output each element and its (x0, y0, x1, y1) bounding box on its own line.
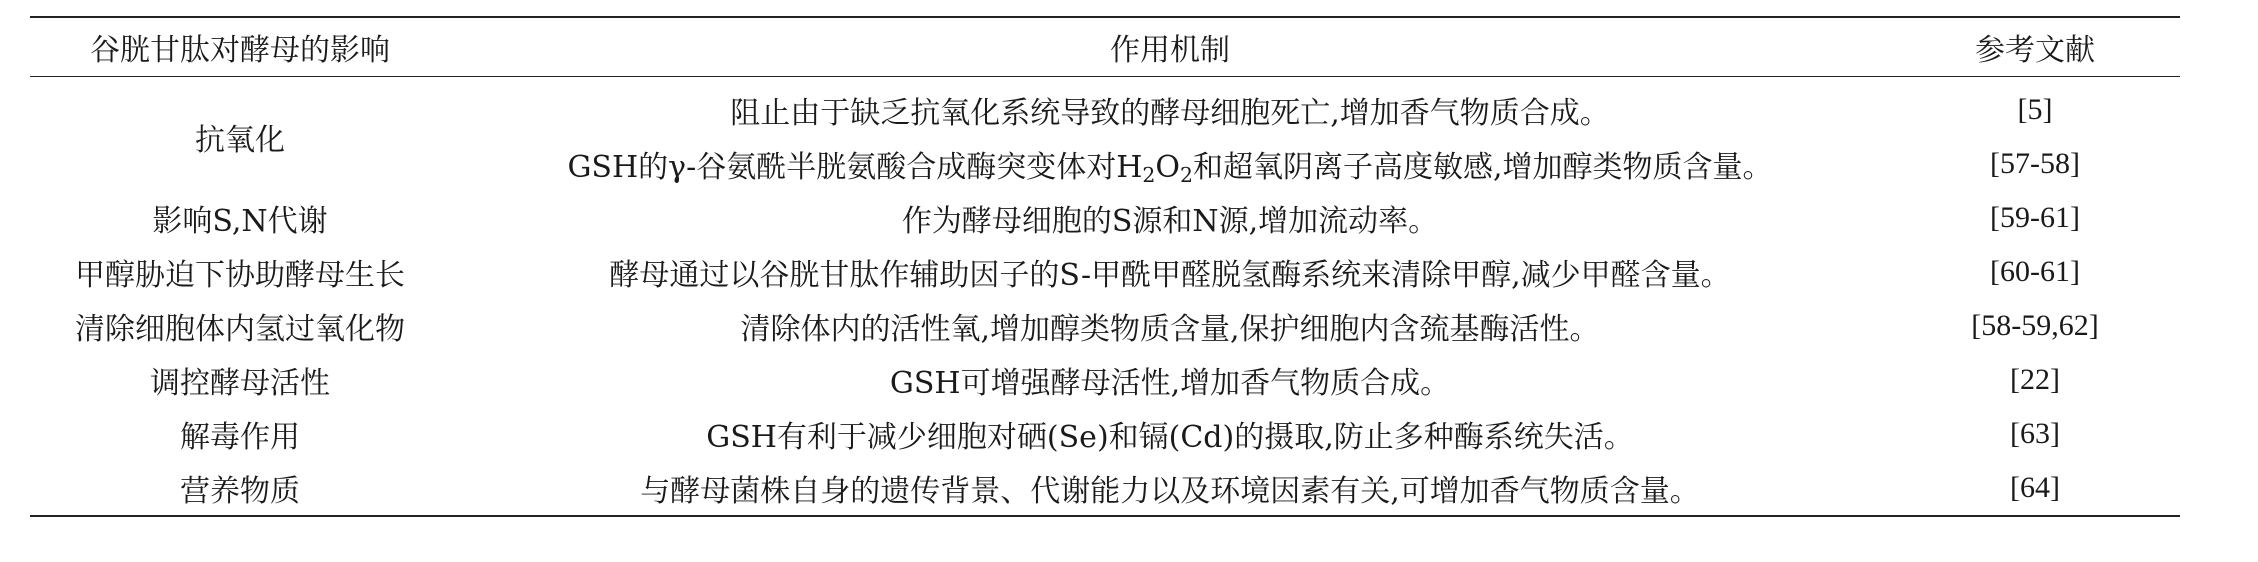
cell-reference: [58-59,62] (1971, 309, 2099, 342)
cell-mechanism: 阻止由于缺乏抗氧化系统导致的酵母细胞死亡,增加香气物质合成。 (730, 96, 1610, 131)
cell-reference: [64] (1890, 461, 2180, 516)
cell-reference: [60-61] (1990, 255, 2080, 288)
cell-mechanism: GSH可增强酵母活性,增加香气物质合成。 (889, 366, 1451, 401)
cell-mechanism: 清除体内的活性氧,增加醇类物质含量,保护细胞内含巯基酶活性。 (740, 312, 1600, 347)
table-row (30, 461, 2180, 516)
cell-mechanism: 作为酵母细胞的S源和N源,增加流动率。 (901, 204, 1439, 239)
cell-reference: [63] (2010, 417, 2060, 450)
glutathione-yeast-table-container (30, 16, 2180, 517)
cell-reference: [57-58] (1990, 147, 2080, 180)
table-row (30, 299, 2180, 353)
table-row (30, 245, 2180, 299)
mechanism-text-oxygen: O (1155, 150, 1180, 185)
table-header (30, 17, 2180, 77)
table-body (30, 77, 2180, 517)
cell-mechanism: 与酵母菌株自身的遗传背景、代谢能力以及环境因素有关,可增加香气物质含量。 (450, 461, 1890, 516)
cell-effect: 营养物质 (30, 461, 450, 516)
cell-effect: 调控酵母活性 (150, 366, 330, 401)
table-row (30, 77, 2180, 138)
cell-effect: 影响S,N代谢 (152, 204, 328, 239)
cell-effect: 解毒作用 (180, 420, 300, 455)
cell-effect: 抗氧化 (195, 123, 285, 158)
mechanism-text-suffix: 和超氧阴离子高度敏感,增加醇类物质含量。 (1192, 150, 1773, 185)
table-row (30, 407, 2180, 461)
glutathione-yeast-table (30, 16, 2180, 517)
subscript-2: 2 (1142, 163, 1156, 188)
cell-reference: [5] (2017, 93, 2053, 126)
header-mechanism: 作用机制 (450, 17, 1890, 77)
cell-reference: [59-61] (1990, 201, 2080, 234)
cell-effect: 甲醇胁迫下协助酵母生长 (75, 258, 405, 293)
subscript-2: 2 (1179, 163, 1193, 188)
table-row (30, 191, 2180, 245)
cell-effect: 清除细胞体内氢过氧化物 (75, 312, 405, 347)
cell-mechanism (450, 137, 1890, 191)
header-effect: 谷胱甘肽对酵母的影响 (30, 17, 450, 77)
cell-reference: [22] (2010, 363, 2060, 396)
table-row (30, 353, 2180, 407)
mechanism-text-prefix: GSH的γ-谷氨酰半胱氨酸合成酶突变体对H (567, 150, 1143, 185)
cell-mechanism: GSH有利于减少细胞对硒(Se)和镉(Cd)的摄取,防止多种酶系统失活。 (706, 420, 1634, 455)
header-row (30, 17, 2180, 77)
header-reference: 参考文献 (1890, 17, 2180, 77)
cell-mechanism: 酵母通过以谷胱甘肽作辅助因子的S-甲酰甲醛脱氢酶系统来清除甲醇,减少甲醛含量。 (609, 258, 1731, 293)
